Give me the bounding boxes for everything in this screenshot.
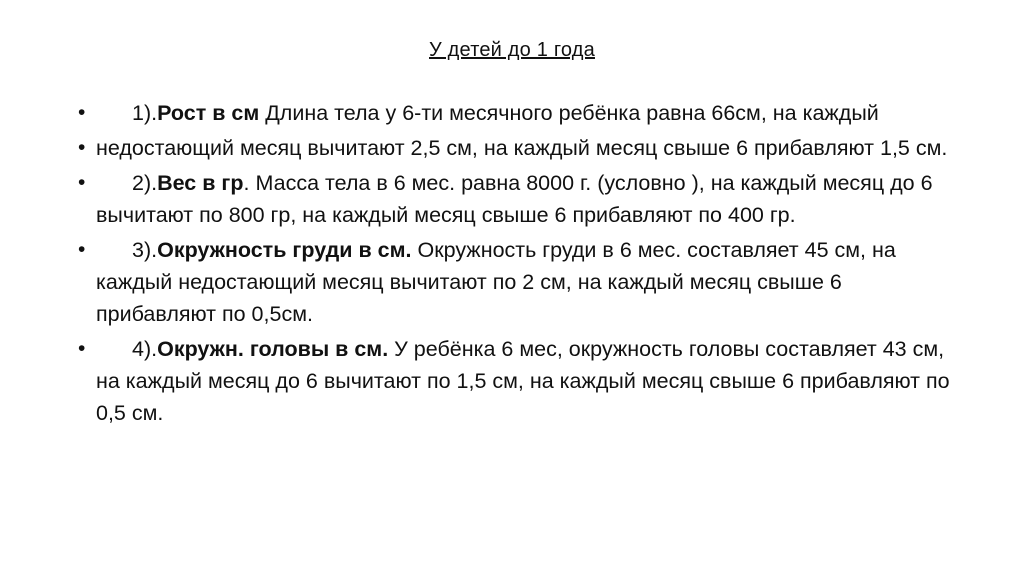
slide-title: У детей до 1 года [429,39,595,61]
bullet-icon: • [78,337,86,360]
bullet-list [78,97,958,432]
list-item-head [78,333,958,429]
item-text: Окружность груди в 6 мес. составляет 45 см, на каждый недостающий месяц вычитают по 2 см, на каждый месяц свыше 6 прибавляют по 0,5см. [96,238,896,326]
item-number: 3). [132,238,158,262]
bullet-icon: • [78,101,86,124]
item-text: недостающий месяц вычитают 2,5 см, на каждый месяц свыше 6 прибавляют 1,5 см. [96,136,948,160]
item-number: 4). [132,337,158,361]
list-item-chest [78,234,958,330]
item-heading: Окружность груди в см. [157,238,412,262]
item-heading: Окружн. головы в см. [157,337,389,361]
list-item-weight [78,167,958,231]
bullet-icon: • [78,238,86,261]
list-item-height [78,97,958,129]
list-item-height-continued [78,132,958,164]
item-text: У ребёнка 6 мес, окружность головы составляет 43 см, на каждый месяц до 6 вычитают по 1,5 см, на каждый месяц свыше 6 прибавляют по 0,5 см. [96,337,950,425]
item-heading: Рост в см [157,101,260,125]
item-number: 1). [132,101,158,125]
bullet-icon: • [78,171,86,194]
item-text: Длина тела у 6-ти месячного ребёнка равна 66см, на каждый [259,101,879,125]
item-heading: Вес в гр [157,171,244,195]
item-number: 2). [132,171,158,195]
item-text: . Масса тела в 6 мес. равна 8000 г. (условно ), на каждый месяц до 6 вычитают по 800 гр, на каждый месяц свыше 6 прибавляют по 400 гр. [96,171,933,227]
bullet-icon: • [78,136,86,159]
